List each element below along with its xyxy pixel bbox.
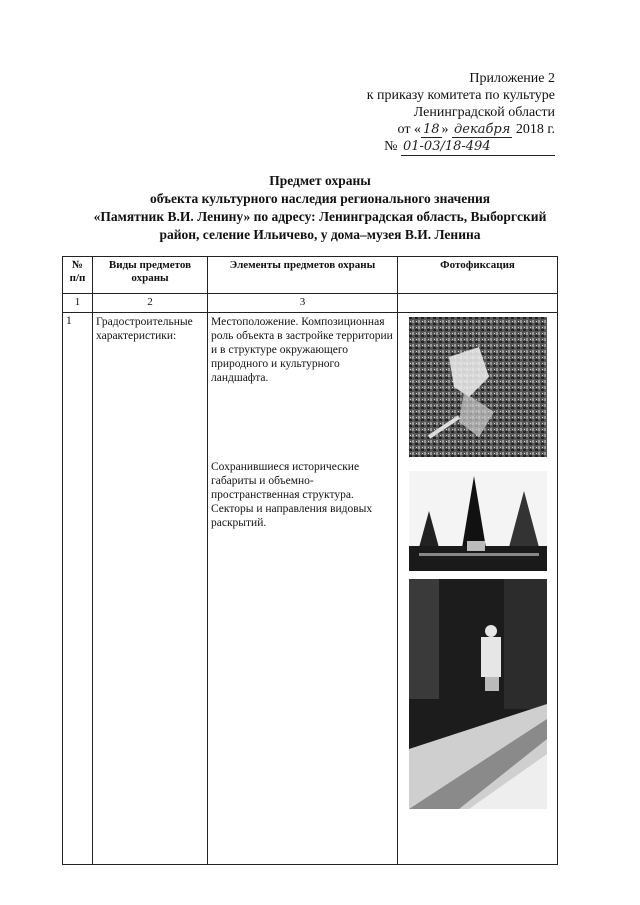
date-month: декабря: [454, 122, 511, 137]
row-type: Градостроительные характеристики:: [93, 313, 208, 865]
header-types: Виды предметов охраны: [93, 257, 208, 294]
row-photos: [398, 313, 558, 865]
photo-aerial: [409, 317, 547, 457]
date-year: 2018 г.: [515, 122, 555, 137]
order-number: 01-03/18-494: [401, 138, 555, 156]
annex-date: от « 18 » декабря 2018 г.: [397, 122, 555, 137]
annex-number: № 01-03/18-494: [367, 138, 555, 156]
col-number-2: 2: [93, 294, 208, 313]
photo-monument-trees: [409, 471, 547, 571]
header-photos: Фотофиксация: [398, 257, 558, 294]
elements-block-1: Местоположение. Композиционная роль объекта в застройке территории и в структуре окружающего природного и культурного ландшафта.: [211, 316, 393, 384]
date-day: 18: [422, 122, 440, 137]
header-elements: Элементы предметов охраны: [208, 257, 398, 294]
document-title: Предмет охраны объекта культурного наследия регионального значения «Памятник В.И. Ленину» по адресу: Ленинградская область, Выборгский район, селение Ильичево, у дома–музея В.И. Ленина: [93, 173, 547, 242]
photo-monument-closeup: [409, 579, 547, 809]
annex-line-2: к приказу комитета по культуре: [366, 88, 555, 103]
elements-block-2: Сохранившиеся исторические габариты и объемно-пространственная структура. Секторы и направления видовых раскрытий.: [211, 461, 373, 529]
header-num: № п/п: [63, 257, 93, 294]
protection-table: [62, 256, 558, 865]
annex-line-1: Приложение 2: [469, 71, 555, 86]
col-number-1: 1: [63, 294, 93, 313]
annex-line-3: Ленинградской области: [413, 105, 555, 120]
row-num: 1: [63, 313, 93, 865]
row-elements: [208, 313, 398, 865]
col-number-3: 3: [208, 294, 398, 313]
col-number-4: [398, 294, 558, 313]
annex-block: [367, 70, 555, 156]
